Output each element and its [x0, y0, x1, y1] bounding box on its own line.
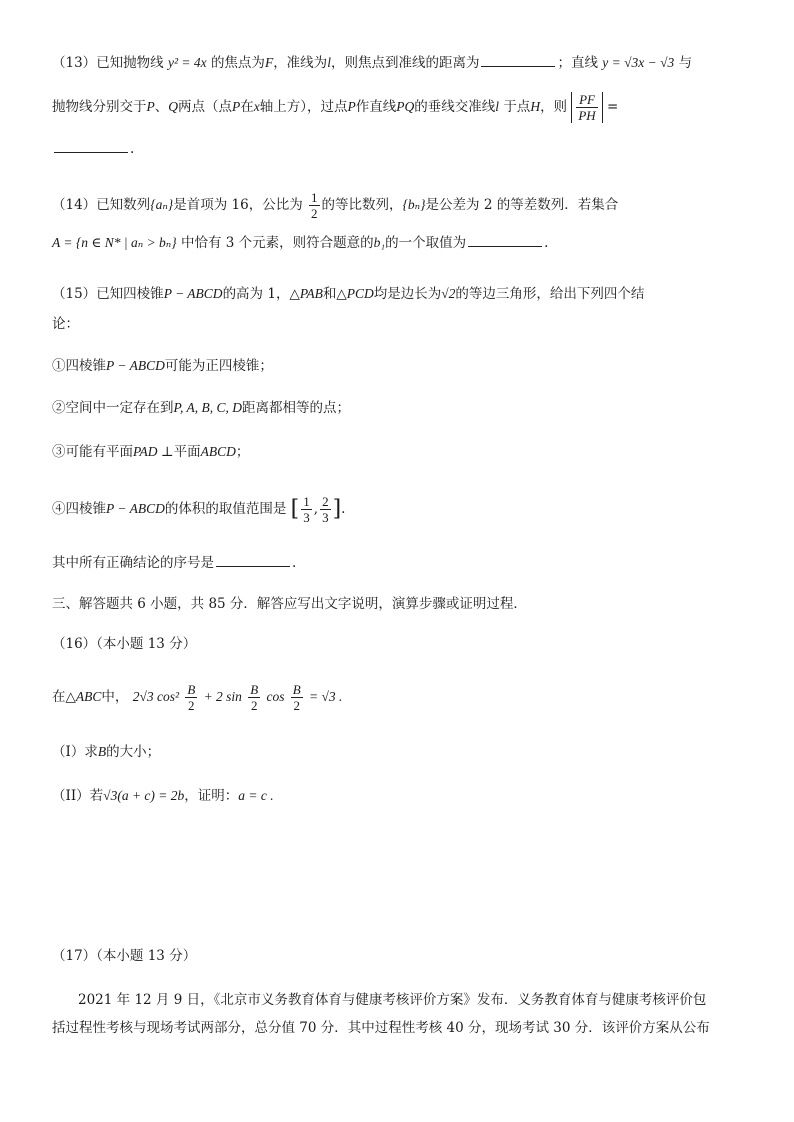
q15-ask [52, 552, 754, 573]
numerator: PF [576, 92, 597, 108]
math-expr: 2√3 cos² [132, 689, 180, 704]
text: 的等比数列， [321, 197, 403, 213]
text: 是首项为 16，公比为 [173, 197, 303, 213]
math-var: P [232, 99, 241, 114]
math-var: B [97, 744, 107, 759]
question-number: （13） [52, 55, 97, 71]
text: ③可能有平面 [52, 444, 133, 460]
text: 中， [101, 689, 129, 705]
text: 的大小； [106, 744, 161, 760]
text: 于点 [503, 99, 531, 115]
q16-header [52, 634, 754, 654]
math-expr: √2 [441, 286, 456, 301]
fraction-upper [320, 494, 331, 525]
q13-line-2 [52, 92, 754, 123]
math-var: F [264, 55, 274, 70]
text: 已知抛物线 [96, 55, 164, 71]
math-var: Q [168, 99, 178, 114]
numerator: B [292, 682, 301, 697]
section-title: 三、解答题共 6 小题，共 85 分．解答应写出文字说明，演算步骤或证明过程． [52, 596, 527, 612]
denominator: 2 [311, 206, 318, 221]
fraction-ratio [309, 190, 320, 221]
text: 可能为正四棱锥； [164, 358, 273, 374]
text: 距离都相等的点； [242, 400, 351, 416]
text: ，证明： [184, 788, 239, 804]
denominator: 3 [322, 510, 329, 525]
text: ④四棱锥 [52, 501, 106, 517]
line-equation: y = √3x − √3 [602, 55, 675, 70]
math-expr: △PCD [336, 286, 374, 301]
text: （I）求 [52, 744, 98, 760]
math-expr: √3(a + c) = 2b [103, 788, 185, 803]
text: 平面 [173, 444, 201, 460]
text: 的一个取值为 [385, 235, 467, 251]
math-expr: cos [266, 689, 285, 704]
text: 的体积的取值范围是 [164, 501, 287, 517]
math-expr: + 2 sin [203, 689, 242, 704]
question-number: （14） [52, 197, 97, 213]
text: 论： [52, 316, 79, 332]
math-expr: P − ABCD [163, 286, 223, 301]
question-header: （17）（本小题 13 分） [52, 948, 197, 964]
text: 、 [154, 99, 169, 115]
text: 均是边长为 [373, 286, 442, 302]
math-expr: PAD ⊥ [133, 444, 174, 459]
answer-blank[interactable] [54, 138, 128, 153]
text: ，则焦点到准线的距离为 [330, 55, 480, 71]
text: 已知四棱锥 [96, 286, 164, 302]
numerator: B [250, 682, 259, 697]
sequence-b: {bₙ} [402, 197, 426, 212]
fraction-pf-ph [576, 92, 597, 123]
text: 的高为 1， [222, 286, 290, 302]
set-definition: A = {n ∈ N* | aₙ > bₙ} [52, 235, 177, 250]
math-expr: P − ABCD [106, 358, 165, 373]
q14-line-1 [52, 190, 754, 221]
numerator: 1 [303, 494, 310, 509]
math-var: l [495, 99, 500, 114]
text: 的焦点为 [210, 55, 265, 71]
text: ；直线 [557, 55, 598, 71]
q17-header [52, 946, 754, 966]
text: 在 [52, 689, 66, 705]
numerator: B [187, 682, 196, 697]
text: 是公差为 2 的等差数列．若集合 [425, 197, 619, 213]
fraction-b-half [291, 682, 303, 713]
math-var: P [347, 99, 356, 114]
text: . [130, 141, 135, 157]
text: . [544, 235, 549, 251]
text: 两点（点 [178, 99, 232, 115]
answer-blank[interactable] [468, 232, 542, 247]
q16-part-2 [52, 786, 754, 806]
abs-fraction [571, 92, 602, 123]
text: 与 [678, 55, 693, 71]
text: ①四棱锥 [52, 358, 106, 374]
denominator: 2 [250, 698, 258, 713]
answer-blank[interactable] [481, 52, 555, 67]
text: 在 [240, 99, 254, 115]
answer-blank[interactable] [216, 552, 290, 567]
math-var: H [530, 99, 541, 114]
q14-line-2 [52, 232, 754, 253]
parabola-equation: y² = 4x [167, 55, 207, 70]
math-expr: a = c . [238, 788, 274, 803]
denominator: 2 [293, 698, 300, 713]
q15-claim-2 [52, 398, 754, 418]
text: 其中所有正确结论的序号是 [52, 555, 214, 571]
fraction-lower [301, 494, 312, 525]
math-var: b₁ [373, 235, 386, 250]
text: （II）若 [52, 788, 104, 804]
text: ，准线为 [273, 55, 328, 71]
text: ②空间中一定存在到 [52, 400, 174, 416]
math-var: l [327, 55, 331, 70]
q15-claim-3 [52, 442, 754, 462]
math-expr: P − ABCD [106, 501, 165, 516]
numerator: 2 [322, 494, 329, 509]
fraction-b-half [248, 682, 260, 713]
q15-line-1 [52, 284, 754, 304]
math-var: PQ [396, 99, 415, 114]
math-expr: △PAB [289, 286, 323, 301]
text: 抛物线分别交于 [52, 99, 147, 115]
text: 已知数列 [96, 197, 151, 213]
q16-part-1 [52, 742, 754, 762]
math-var: P [146, 99, 155, 114]
q17-para-line-1 [78, 990, 754, 1010]
question-number: （15） [52, 286, 97, 302]
text: 的等边三角形，给出下列四个结 [455, 286, 645, 302]
text: 的垂线交准线 [414, 99, 496, 115]
sequence-a: {aₙ} [150, 197, 174, 212]
bracket-right: ] [332, 496, 342, 522]
text: . [292, 555, 297, 571]
math-expr: = √3 . [309, 689, 343, 704]
math-expr: P, A, B, C, D [173, 400, 243, 415]
math-var: x [253, 99, 260, 114]
paragraph-text: 括过程性考核与现场考试两部分，总分值 70 分．其中过程性考核 40 分，现场考试 30 分．该评价方案从公布 [52, 1020, 710, 1036]
math-expr: △ABC [65, 689, 102, 704]
section-3-title [52, 594, 754, 614]
q15-claim-4: ④四棱锥P − ABCD的体积的取值范围是 [ $\frac{1}{3}$ , $\frac{2}{3}$ ]. [52, 494, 346, 525]
denominator: 3 [303, 510, 310, 525]
text: 中恰有 3 个元素，则符合题意的 [180, 235, 374, 251]
numerator: 1 [311, 190, 318, 205]
paragraph-text: 2021 年 12 月 9 日，《北京市义务教育体育与健康考核评价方案》发布．义务教育体育与健康考核评价包 [78, 992, 707, 1008]
text: ，则 [540, 99, 568, 115]
q13-line-1 [52, 52, 754, 73]
text: 作直线 [355, 99, 397, 115]
text: ； [235, 444, 250, 460]
q13-line-3 [52, 138, 754, 159]
q15-claim-1 [52, 356, 754, 376]
q15-line-2 [52, 314, 754, 334]
denominator: PH [578, 108, 596, 123]
text: 轴上方），过点 [259, 99, 348, 115]
math-expr: ABCD [200, 444, 236, 459]
q17-para-line-2 [52, 1018, 754, 1038]
denominator: 2 [188, 698, 195, 713]
text: 和 [322, 286, 337, 302]
equals-sign: = [607, 99, 619, 115]
fraction-b-half [185, 682, 197, 713]
bracket-left: [ [290, 496, 300, 522]
q16-equation [52, 682, 754, 713]
question-header: （16）（本小题 13 分） [52, 636, 197, 652]
